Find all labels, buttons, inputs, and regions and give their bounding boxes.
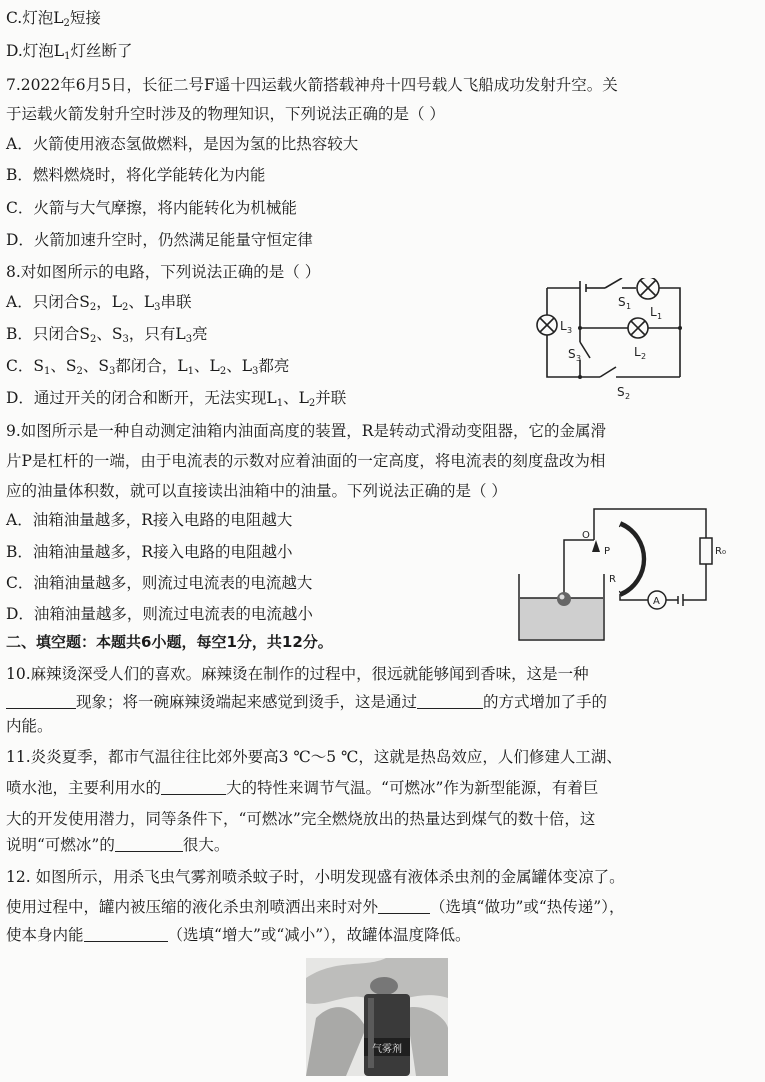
q12-blank-2: [84, 927, 168, 942]
svg-text:A: A: [653, 596, 660, 607]
svg-text:S: S: [617, 385, 625, 399]
q9-stem-line3: 应的油量体积数，就可以直接读出油箱中的油量。下列说法正确的是（ ）: [6, 482, 507, 500]
q9-stem-line1: 9.如图所示是一种自动测定油箱内油面高度的装置，R是转动式滑动变阻器，它的金属滑: [6, 422, 606, 440]
q11-blank-1: [161, 780, 226, 795]
q9-stem-line2: 片P是杠杆的一端，由于电流表的示数对应着油面的一定高度，将电流表的刻度盘改为相: [6, 452, 606, 470]
svg-text:L: L: [634, 345, 641, 359]
q7-stem-line1: 7.2022年6月5日，长征二号F遥十四运载火箭搭载神舟十四号载人飞船成功发射升空。关: [6, 76, 618, 94]
svg-text:2: 2: [625, 392, 631, 401]
q9-option-c: C．油箱油量越多，则流过电流表的电流越大: [6, 574, 313, 592]
q10-line3: 内能。: [6, 717, 53, 735]
q12-spray-can-photo: [306, 958, 448, 1076]
q10-blank-1: [6, 694, 76, 709]
svg-text:3: 3: [576, 354, 582, 363]
q7-option-d: D．火箭加速升空时，仍然满足能量守恒定律: [6, 231, 313, 249]
svg-text:S: S: [618, 295, 626, 309]
q8-option-a: A．只闭合$S_2$，$L_2$、$L_3$串联: [6, 293, 192, 313]
q12-line2: 使用过程中，罐内被压缩的液化杀虫剂喷洒出来时对外 （选填“做功”或“热传递”），: [6, 898, 625, 916]
q11-line2: 喷水池，主要利用水的 大的特性来调节气温。“可燃冰”作为新型能源，有着巨: [6, 779, 599, 797]
q12-line1: 12. 如图所示，用杀飞虫气雾剂喷杀蚊子时，小明发现盛有液体杀虫剂的金属罐体变凉了。: [6, 868, 625, 886]
q10-blank-2: [417, 694, 483, 709]
q12-line3: 使本身内能 （选填“增大”或“减小”），故罐体温度降低。: [6, 926, 471, 944]
svg-text:R₀: R₀: [715, 546, 726, 557]
q8-option-b: B．只闭合$S_2$、$S_3$，只有$L_3$亮: [6, 325, 208, 345]
svg-text:1: 1: [626, 302, 632, 311]
q10-line1: 10.麻辣烫深受人们的喜欢。麻辣烫在制作的过程中，很远就能够闻到香味，这是一种: [6, 665, 589, 683]
q7-option-b: B．燃料燃烧时，将化学能转化为内能: [6, 166, 266, 184]
q7-stem-line2: 于运载火箭发射升空时涉及的物理知识，下列说法正确的是（ ）: [6, 105, 445, 123]
svg-text:P: P: [604, 546, 611, 557]
svg-text:2: 2: [641, 352, 647, 361]
svg-text:L: L: [560, 319, 567, 333]
q11-line3: 大的开发使用潜力，同等条件下，“可燃冰”完全燃烧放出的热量达到煤气的数十倍，这: [6, 810, 596, 828]
q9-oil-gauge-diagram: [516, 502, 731, 642]
svg-text:气雾剂: 气雾剂: [372, 1044, 402, 1055]
q12-blank-1: [378, 899, 430, 914]
q9-option-b: B．油箱油量越多，R接入电路的电阻越小: [6, 543, 293, 561]
q9-option-d: D．油箱油量越多，则流过电流表的电流越小: [6, 605, 313, 623]
q8-option-c: C．$S_1$、$S_2$、$S_3$都闭合，$L_1$、$L_2$、$L_3$都亮: [6, 357, 290, 377]
svg-text:R: R: [609, 574, 616, 585]
q7-option-a: A．火箭使用液态氢做燃料，是因为氢的比热容较大: [6, 135, 359, 153]
svg-text:3: 3: [567, 326, 573, 335]
q6-option-d: D.灯泡$L_1$灯丝断了: [6, 42, 133, 62]
q11-line4: 说明“可燃冰”的 很大。: [6, 836, 230, 854]
q10-line2: 现象；将一碗麻辣烫端起来感觉到烫手，这是通过 的方式增加了手的: [6, 692, 607, 712]
q11-blank-2: [115, 837, 183, 852]
q9-option-a: A．油箱油量越多，R接入电路的电阻越大: [6, 511, 293, 529]
q6-option-c: C.灯泡$L_2$短接: [6, 9, 101, 29]
q11-line1: 11.炎炎夏季，都市气温往往比郊外要高3 ℃～5 ℃，这就是热岛效应，人们修建人工湖、: [6, 748, 622, 766]
q8-option-d: D．通过开关的闭合和断开，无法实现$L_1$、$L_2$并联: [6, 389, 347, 409]
section-2-heading: 二、填空题：本题共6小题，每空1分，共12分。: [6, 633, 333, 651]
q7-option-c: C．火箭与大气摩擦，将内能转化为机械能: [6, 199, 297, 217]
svg-text:S: S: [568, 347, 576, 361]
q8-circuit-diagram: [530, 278, 690, 406]
svg-text:O: O: [582, 530, 590, 541]
q8-stem: 8.对如图所示的电路，下列说法正确的是（ ）: [6, 263, 321, 281]
svg-text:1: 1: [657, 312, 663, 321]
svg-text:L: L: [650, 305, 657, 319]
